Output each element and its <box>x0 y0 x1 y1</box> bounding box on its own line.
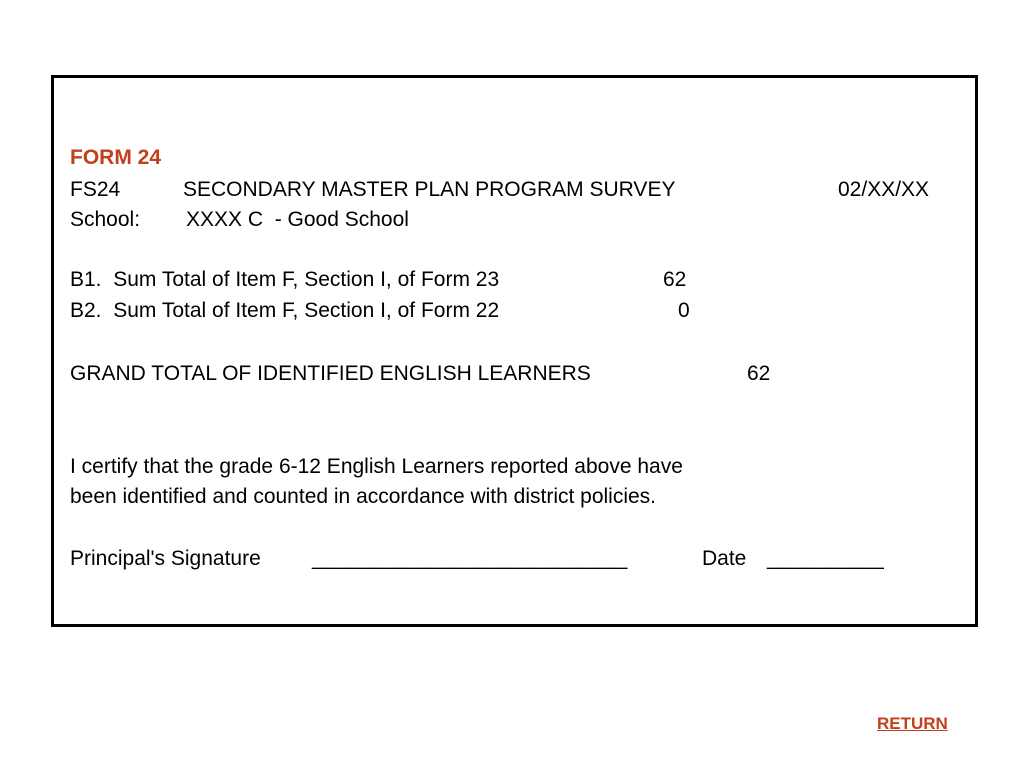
grand-total-label: GRAND TOTAL OF IDENTIFIED ENGLISH LEARNERS <box>70 362 591 385</box>
certify-line-2: been identified and counted in accordance with district policies. <box>70 485 657 508</box>
b2-value: 0 <box>678 299 690 322</box>
school-label: School: <box>70 208 141 231</box>
form-date: 02/XX/XX <box>838 178 930 201</box>
school-name: XXXX C - Good School <box>186 208 409 231</box>
date-line[interactable]: __________ <box>767 547 884 570</box>
form-panel <box>51 75 978 627</box>
form-code: FS24 <box>70 178 121 201</box>
signature-label: Principal's Signature <box>70 547 261 570</box>
b2-label: B2. Sum Total of Item F, Section I, of Form 22 <box>70 299 500 322</box>
certify-line-1: I certify that the grade 6-12 English Learners reported above have <box>70 455 683 478</box>
return-link[interactable]: RETURN <box>877 714 948 733</box>
b1-value: 62 <box>663 268 687 291</box>
b1-label: B1. Sum Total of Item F, Section I, of Form 23 <box>70 268 500 291</box>
signature-line[interactable]: ___________________________ <box>312 547 628 570</box>
survey-title: SECONDARY MASTER PLAN PROGRAM SURVEY <box>183 178 676 201</box>
form-title: FORM 24 <box>70 146 162 169</box>
date-label: Date <box>702 547 747 570</box>
grand-total-value: 62 <box>747 362 771 385</box>
